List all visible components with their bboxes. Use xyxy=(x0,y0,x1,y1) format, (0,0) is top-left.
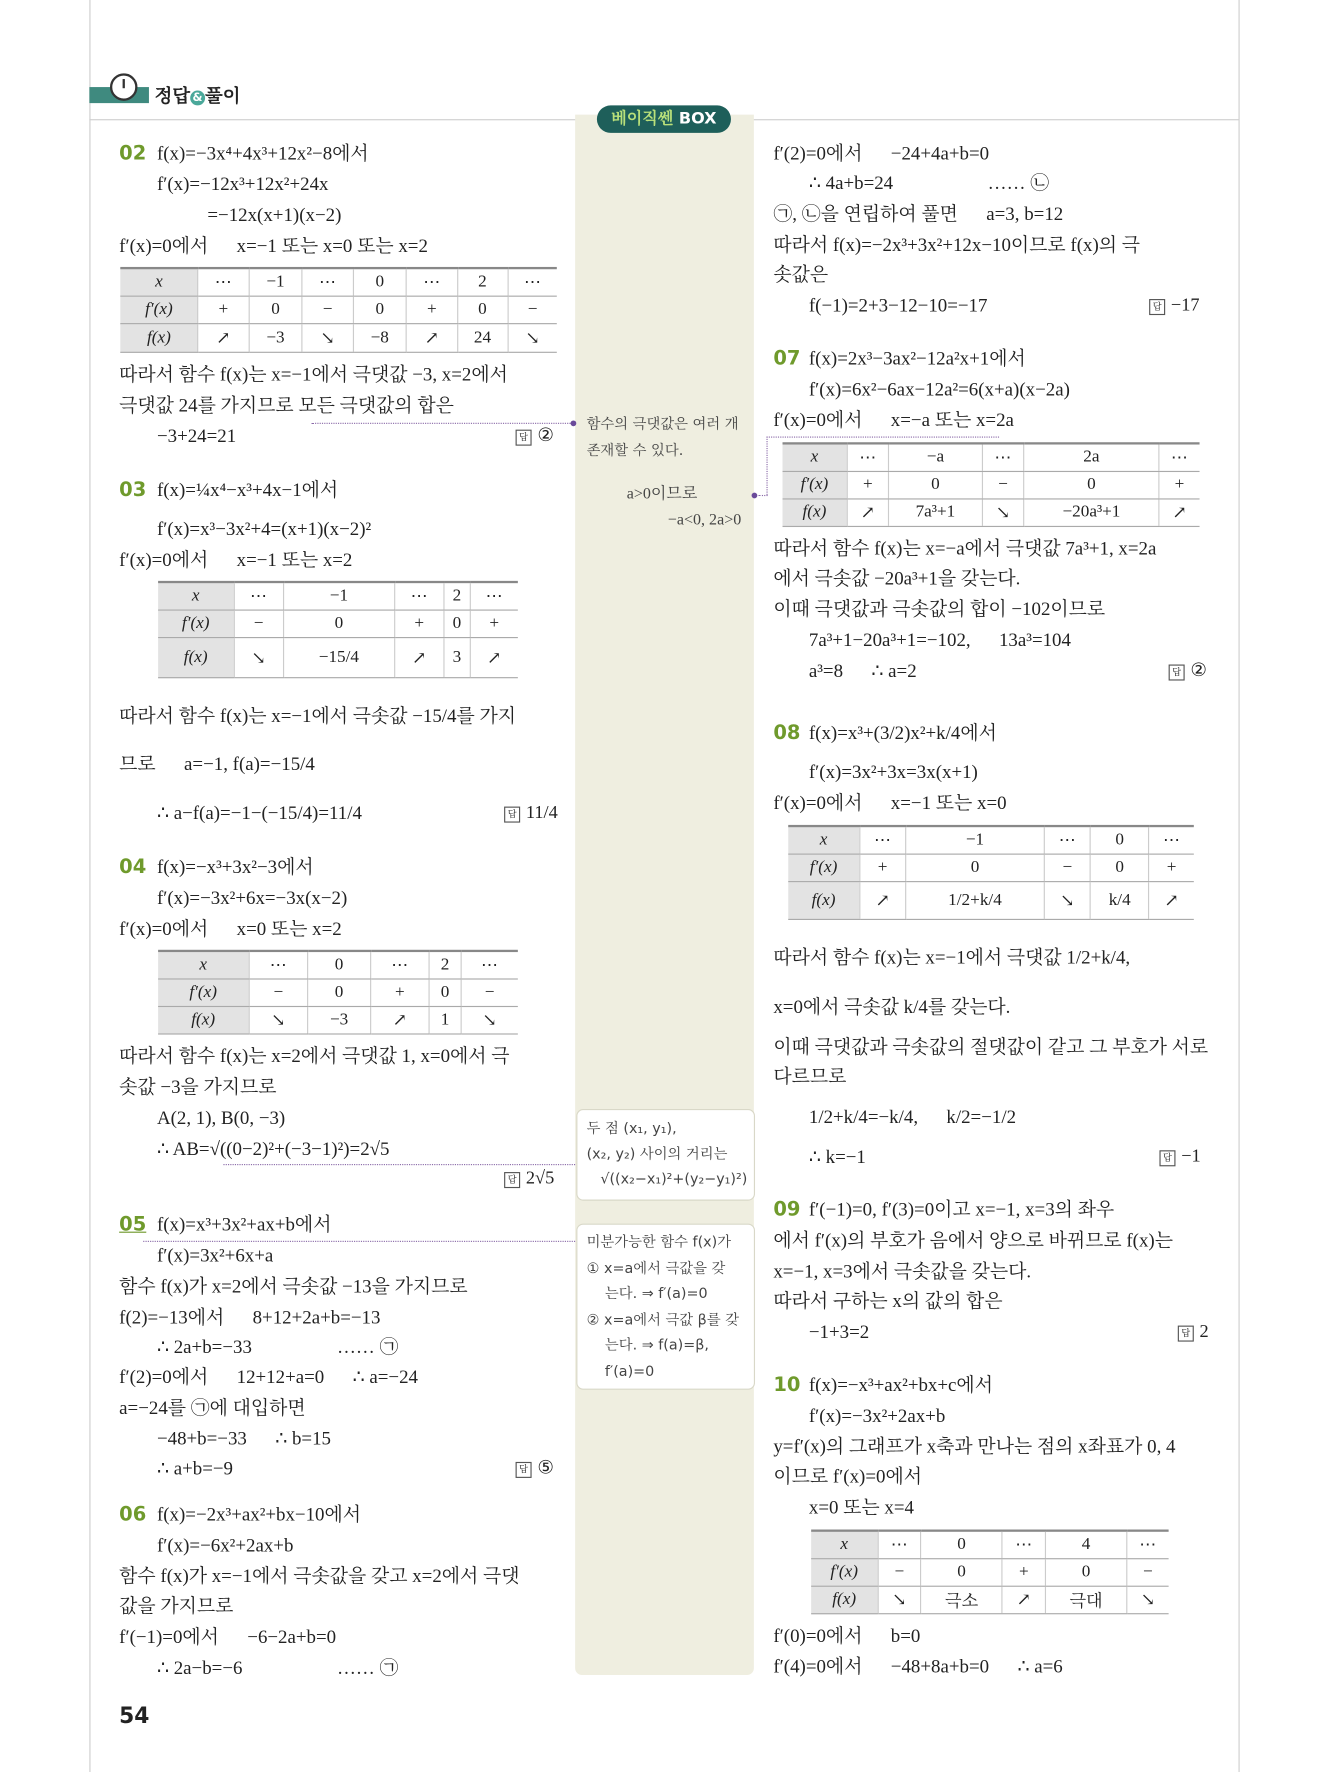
table-cell: −20a³+1 xyxy=(1024,499,1159,526)
solution-line: ∴ k=−1 xyxy=(808,1145,866,1168)
note-extremum: 미분가능한 함수 f(x)가 ① x=a에서 극값을 갖 는다. ⇒ f′(a)=0 ② x=a에서 극값 β를 갖 는다. ⇒ f(a)=β, f′(a)=0 xyxy=(586,1232,740,1379)
table-cell: ⋯ xyxy=(847,443,889,471)
note-local-max: 함수의 극댓값은 여러 개 존재할 수 있다. xyxy=(586,414,739,459)
solution-line: f′(x)=6x²−6ax−12a²=6(x+a)(x−2a) xyxy=(808,378,1070,400)
sign-table-row xyxy=(811,1531,1168,1559)
solution-line: 따라서 함수 f(x)는 x=−a에서 극댓값 7a³+1, x=2a xyxy=(773,537,1157,560)
solution-line: 값을 가지므로 xyxy=(119,1594,234,1617)
solution-line: f(x)=−2x³+ax²+bx−10에서 xyxy=(156,1503,362,1525)
solution-line: f′(x)=0에서 x=−1 또는 x=0 또는 x=2 xyxy=(119,234,428,257)
row-header: f′(x) xyxy=(120,296,198,323)
table-cell: + xyxy=(1149,854,1194,881)
answer: 답 −1 xyxy=(1159,1146,1200,1169)
table-cell: − xyxy=(1127,1559,1169,1586)
solution-line: −1+3=2 xyxy=(808,1320,870,1343)
sign-table xyxy=(120,267,557,353)
connector-line xyxy=(766,437,999,438)
table-cell: −1 xyxy=(283,582,394,610)
note-distance: 두 점 (x₁, y₁), (x₂, y₂) 사이의 거리는 √((x₂−x₁)²+(y₂−y₁)²) xyxy=(586,1119,748,1187)
solution-line: f(x)=x³+3x²+ax+b에서 xyxy=(156,1213,332,1236)
sign-table-row xyxy=(811,1586,1168,1613)
sign-table xyxy=(158,950,518,1035)
row-header: x xyxy=(120,268,198,296)
sign-table-row xyxy=(158,610,518,637)
table-cell: ↘ xyxy=(249,1006,308,1033)
solution-line: x=0에서 극솟값 k/4를 갖는다. xyxy=(773,995,1011,1018)
solution-line: f(x)=−3x⁴+4x³+12x²−8에서 xyxy=(156,142,369,164)
solution-line: −48+b=−33 ∴ b=15 xyxy=(156,1427,331,1450)
problem-number: 10 xyxy=(773,1373,801,1397)
table-cell: + xyxy=(470,610,518,637)
solution-line: f′(0)=0에서 b=0 xyxy=(773,1624,921,1647)
table-cell: ↘ xyxy=(234,638,283,678)
table-cell: ⋯ xyxy=(1159,443,1200,471)
row-header: f′(x) xyxy=(788,854,859,881)
sign-table-row xyxy=(158,638,518,678)
table-cell: + xyxy=(1159,471,1200,498)
sign-table-row xyxy=(811,1559,1168,1586)
table-cell: 0 xyxy=(1090,854,1148,881)
table-cell: ↗ xyxy=(407,324,458,353)
table-cell: ⋯ xyxy=(302,268,353,296)
answer: 답 ② xyxy=(1169,660,1207,683)
table-cell: ↘ xyxy=(982,499,1024,526)
connector-line xyxy=(143,1241,575,1242)
problem-number: 04 xyxy=(119,855,147,879)
solution-line: f(x)=x³+(3/2)x²+k/4에서 xyxy=(808,721,997,744)
row-header: f(x) xyxy=(788,882,859,920)
solution-line: f(x)=−x³+3x²−3에서 xyxy=(156,855,314,878)
table-cell: + xyxy=(847,471,889,498)
solution-line: 따라서 함수 f(x)는 x=−1에서 극솟값 −15/4를 가지 xyxy=(119,704,517,727)
table-cell: 1 xyxy=(429,1006,460,1033)
table-cell: ⋯ xyxy=(982,443,1024,471)
solution-line: f′(x)=0에서 x=−a 또는 x=2a xyxy=(773,409,1014,431)
solution-line: ∴ a+b=−9 xyxy=(156,1457,234,1480)
solution-line: f′(x)=3x²+6x+a xyxy=(156,1244,274,1266)
row-header: f(x) xyxy=(158,1006,249,1033)
table-cell: ⋯ xyxy=(370,951,429,979)
answer-icon: 답 xyxy=(516,430,532,446)
solution-line: y=f′(x)의 그래프가 x축과 만나는 점의 x좌표가 0, 4 xyxy=(773,1435,1176,1458)
sign-table-row xyxy=(783,499,1200,526)
row-header: x xyxy=(788,826,859,854)
solution-line: f′(2)=0에서 −24+4a+b=0 xyxy=(773,142,990,164)
table-cell: + xyxy=(407,296,458,323)
table-cell: 0 xyxy=(308,979,371,1006)
table-cell: 0 xyxy=(444,610,470,637)
sign-table xyxy=(811,1530,1168,1615)
solution-line: ∴ 2a+b=−33 …… ㉠ xyxy=(156,1335,399,1358)
solution-line: f′(x)=3x²+3x=3x(x+1) xyxy=(808,760,978,783)
connector-dot xyxy=(571,420,577,426)
solution-line: f(x)=−x³+ax²+bx+c에서 xyxy=(808,1373,993,1396)
solution-line: f(x)=¼x⁴−x³+4x−1에서 xyxy=(156,478,339,501)
table-cell: ↘ xyxy=(1044,882,1090,920)
row-header: f′(x) xyxy=(158,610,234,637)
table-cell: 2a xyxy=(1024,443,1159,471)
sign-table-row xyxy=(788,882,1194,920)
solution-line: ∴ AB=√((0−2)²+(−3−1)²)=2√5 xyxy=(156,1137,390,1160)
row-header: f′(x) xyxy=(811,1559,878,1586)
table-cell: + xyxy=(370,979,429,1006)
solution-line: f′(x)=x³−3x²+4=(x+1)(x−2)² xyxy=(156,517,372,540)
solution-line: 솟값 −3을 가지므로 xyxy=(119,1075,277,1098)
table-cell: − xyxy=(302,296,353,323)
table-cell: + xyxy=(859,854,905,881)
answer: 답 11/4 xyxy=(504,802,558,825)
table-cell: − xyxy=(508,296,557,323)
solution-line: f′(x)=−12x³+12x²+24x xyxy=(156,173,329,195)
answer-icon: 답 xyxy=(504,807,520,823)
table-cell: 0 xyxy=(1045,1559,1126,1586)
connector-line xyxy=(758,495,767,496)
table-cell: 0 xyxy=(906,854,1044,881)
solution-line: −3+24=21 xyxy=(156,425,237,447)
table-cell: ⋯ xyxy=(407,268,458,296)
solution-line: 따라서 구하는 x의 값의 합은 xyxy=(773,1290,1003,1312)
table-cell: ⋯ xyxy=(508,268,557,296)
table-cell: ↘ xyxy=(461,1006,518,1033)
solution-line: A(2, 1), B(0, −3) xyxy=(156,1106,286,1129)
table-cell: −a xyxy=(889,443,982,471)
basic-box-label: 베이직쎈 BOX xyxy=(597,105,731,132)
table-cell: ↘ xyxy=(878,1586,921,1613)
solution-line: 에서 f′(x)의 부호가 음에서 양으로 바뀌므로 f(x)는 xyxy=(773,1229,1173,1252)
table-cell: 0 xyxy=(429,979,460,1006)
table-cell: ↗ xyxy=(847,499,889,526)
solution-line: 므로 a=−1, f(a)=−15/4 xyxy=(119,752,315,775)
answer-icon: 답 xyxy=(516,1462,532,1478)
table-cell: 0 xyxy=(353,296,407,323)
sign-table-row xyxy=(120,268,557,296)
answer: 답 ② xyxy=(516,425,554,448)
solution-line: ∴ a−f(a)=−1−(−15/4)=11/4 xyxy=(156,801,362,824)
table-cell: − xyxy=(249,979,308,1006)
table-cell: ⋯ xyxy=(395,582,444,610)
table-cell: −3 xyxy=(308,1006,371,1033)
table-cell: ↗ xyxy=(1149,882,1194,920)
answer: 답 2√5 xyxy=(504,1167,554,1190)
solution-line: x=−1, x=3에서 극솟값을 갖는다. xyxy=(773,1260,1032,1283)
table-cell: − xyxy=(461,979,518,1006)
row-header: x xyxy=(811,1531,878,1559)
answer-icon: 답 xyxy=(504,1172,520,1188)
table-cell: ⋯ xyxy=(1127,1531,1169,1559)
row-header: x xyxy=(158,951,249,979)
sign-table-row xyxy=(783,471,1200,498)
table-cell: 0 xyxy=(921,1531,1002,1559)
solution-line: 따라서 함수 f(x)는 x=−1에서 극댓값 −3, x=2에서 xyxy=(119,363,508,385)
table-cell: + xyxy=(1002,1559,1045,1586)
sign-table xyxy=(783,442,1200,527)
row-header: f(x) xyxy=(120,324,198,353)
solution-line: 함수 f(x)가 x=−1에서 극솟값을 갖고 x=2에서 극댓 xyxy=(119,1565,520,1587)
table-cell: k/4 xyxy=(1090,882,1148,920)
table-cell: 4 xyxy=(1045,1531,1126,1559)
table-cell: − xyxy=(234,610,283,637)
table-cell: ⋯ xyxy=(1149,826,1194,854)
table-cell: ↘ xyxy=(302,324,353,353)
sign-table xyxy=(788,825,1194,920)
solution-line: 이므로 f′(x)=0에서 xyxy=(773,1465,922,1488)
table-cell: 0 xyxy=(353,268,407,296)
solution-line: 솟값은 xyxy=(773,263,829,286)
solution-line: 이때 극댓값과 극솟값의 절댓값이 같고 그 부호가 서로 xyxy=(773,1035,1209,1058)
note-a-positive: a>0이므로 −a<0, 2a>0 xyxy=(626,485,742,530)
solution-line: ∴ 4a+b=24 …… ㉡ xyxy=(808,171,1050,194)
connector-line xyxy=(312,423,573,424)
table-cell: ⋯ xyxy=(198,268,249,296)
table-cell: 0 xyxy=(1024,471,1159,498)
table-cell: ⋯ xyxy=(1002,1531,1045,1559)
row-header: f(x) xyxy=(811,1586,878,1613)
table-cell: ⋯ xyxy=(234,582,283,610)
table-cell: 1/2+k/4 xyxy=(906,882,1044,920)
problem-number: 05 xyxy=(119,1213,147,1237)
solution-line: f′(2)=0에서 12+12+a=0 ∴ a=−24 xyxy=(119,1365,418,1388)
solution-line: 7a³+1−20a³+1=−102, 13a³=104 xyxy=(808,628,1071,651)
row-header: f′(x) xyxy=(783,471,847,498)
sign-table-row xyxy=(788,826,1194,854)
table-cell: 2 xyxy=(457,268,508,296)
solution-line: 다르므로 xyxy=(773,1065,847,1088)
table-cell: −1 xyxy=(249,268,303,296)
problem-number: 07 xyxy=(773,347,801,371)
table-cell: −15/4 xyxy=(283,638,394,678)
table-cell: −3 xyxy=(249,324,303,353)
answer-icon: 답 xyxy=(1178,1326,1194,1342)
table-cell: ⋯ xyxy=(249,951,308,979)
table-cell: − xyxy=(1044,854,1090,881)
table-cell: 3 xyxy=(444,638,470,678)
solution-line: f(2)=−13에서 8+12+2a+b=−13 xyxy=(119,1306,381,1328)
sign-table-row xyxy=(158,951,518,979)
connector-line xyxy=(766,437,767,495)
table-cell: ↘ xyxy=(1127,1586,1169,1613)
table-cell: 0 xyxy=(889,471,982,498)
sign-table-row xyxy=(158,582,518,610)
page-border-left xyxy=(89,0,90,1772)
solution-line: 에서 극솟값 −20a³+1을 갖는다. xyxy=(773,567,1021,589)
table-cell: ↗ xyxy=(1002,1586,1045,1613)
table-cell: ↗ xyxy=(1159,499,1200,526)
solution-line: 따라서 f(x)=−2x³+3x²+12x−10이므로 f(x)의 극 xyxy=(773,233,1141,256)
answer-icon: 답 xyxy=(1159,1150,1175,1166)
solution-line: f′(−1)=0, f′(3)=0이고 x=−1, x=3의 좌우 xyxy=(808,1198,1115,1221)
sign-table-row xyxy=(158,1006,518,1033)
row-header: x xyxy=(783,443,847,471)
answer-icon: 답 xyxy=(1149,299,1165,315)
solution-line: f(−1)=2+3−12−10=−17 xyxy=(808,294,988,317)
table-cell: 0 xyxy=(921,1559,1002,1586)
table-cell: ⋯ xyxy=(859,826,905,854)
table-cell: 24 xyxy=(457,324,508,353)
solution-line: =−12x(x+1)(x−2) xyxy=(207,203,342,226)
table-cell: − xyxy=(982,471,1024,498)
table-cell: 극대 xyxy=(1045,1586,1126,1613)
table-cell: 0 xyxy=(1090,826,1148,854)
table-cell: ⋯ xyxy=(1044,826,1090,854)
connector-dot xyxy=(752,493,758,499)
clock-icon xyxy=(110,73,137,100)
sign-table-row xyxy=(120,324,557,353)
solution-line: f(x)=2x³−3ax²−12a²x+1에서 xyxy=(808,347,1026,369)
page-border-right xyxy=(1239,0,1240,1772)
solution-line: 이때 극댓값과 극솟값의 합이 −102이므로 xyxy=(773,598,1106,620)
page-number: 54 xyxy=(119,1703,150,1729)
table-cell: ↗ xyxy=(859,882,905,920)
sign-table-row xyxy=(120,296,557,323)
table-cell: ⋯ xyxy=(878,1531,921,1559)
table-cell: − xyxy=(878,1559,921,1586)
solution-line: f′(x)=0에서 x=0 또는 x=2 xyxy=(119,917,342,940)
table-cell: 0 xyxy=(308,951,371,979)
solution-line: 극댓값 24를 가지므로 모든 극댓값의 합은 xyxy=(119,394,454,416)
answer-icon: 답 xyxy=(1169,665,1185,681)
solution-line: 1/2+k/4=−k/4, k/2=−1/2 xyxy=(808,1105,1017,1128)
table-cell: 극소 xyxy=(921,1586,1002,1613)
answer: 답 −17 xyxy=(1149,294,1199,317)
problem-number: 08 xyxy=(773,721,801,745)
row-header: x xyxy=(158,582,234,610)
problem-number: 03 xyxy=(119,478,147,502)
table-cell: ⋯ xyxy=(470,582,518,610)
table-cell: 7a³+1 xyxy=(889,499,982,526)
table-cell: 2 xyxy=(444,582,470,610)
table-cell: + xyxy=(198,296,249,323)
table-cell: ↘ xyxy=(508,324,557,353)
table-cell: + xyxy=(395,610,444,637)
solution-line: f′(x)=0에서 x=−1 또는 x=2 xyxy=(119,548,353,571)
solution-line: 따라서 함수 f(x)는 x=2에서 극댓값 1, x=0에서 극 xyxy=(119,1044,510,1067)
table-cell: 0 xyxy=(249,296,303,323)
table-cell: ⋯ xyxy=(461,951,518,979)
row-header: f(x) xyxy=(158,638,234,678)
problem-number: 02 xyxy=(119,142,147,165)
solution-line: f′(x)=−3x²+2ax+b xyxy=(808,1404,946,1427)
solution-line: 따라서 함수 f(x)는 x=−1에서 극댓값 1/2+k/4, xyxy=(773,946,1131,969)
sign-table-row xyxy=(158,979,518,1006)
solution-line: f′(−1)=0에서 −6−2a+b=0 xyxy=(119,1625,337,1648)
table-cell: −8 xyxy=(353,324,407,353)
table-cell: ↗ xyxy=(198,324,249,353)
basic-box-panel xyxy=(575,115,754,1675)
solution-line: f′(x)=0에서 x=−1 또는 x=0 xyxy=(773,791,1007,814)
solution-line: f′(4)=0에서 −48+8a+b=0 ∴ a=6 xyxy=(773,1655,1063,1678)
table-cell: ↗ xyxy=(370,1006,429,1033)
answer: 답 ⑤ xyxy=(516,1457,554,1480)
connector-line xyxy=(223,1164,575,1165)
problem-number: 09 xyxy=(773,1198,801,1222)
answer: 답 2 xyxy=(1178,1321,1209,1344)
problem-number: 06 xyxy=(119,1503,147,1527)
table-cell: −1 xyxy=(906,826,1044,854)
table-cell: ↗ xyxy=(470,638,518,678)
solution-line: 함수 f(x)가 x=2에서 극솟값 −13을 가지므로 xyxy=(119,1275,468,1297)
sign-table-row xyxy=(783,443,1200,471)
table-cell: ↗ xyxy=(395,638,444,678)
table-cell: 0 xyxy=(283,610,394,637)
solution-line: a=−24를 ㉠에 대입하면 xyxy=(119,1396,306,1419)
row-header: f(x) xyxy=(783,499,847,526)
solution-line: ∴ 2a−b=−6 …… ㉠ xyxy=(156,1656,399,1679)
sign-table xyxy=(158,581,518,678)
solution-line: f′(x)=−3x²+6x=−3x(x−2) xyxy=(156,886,348,909)
table-cell: 0 xyxy=(457,296,508,323)
solution-line: ㉠, ㉡을 연립하여 풀면 a=3, b=12 xyxy=(773,202,1064,225)
solution-line: x=0 또는 x=4 xyxy=(808,1496,914,1519)
row-header: f′(x) xyxy=(158,979,249,1006)
solution-line: a³=8 ∴ a=2 xyxy=(808,659,917,682)
solution-line: f′(x)=−6x²+2ax+b xyxy=(156,1534,294,1556)
table-cell: 2 xyxy=(429,951,460,979)
sign-table-row xyxy=(788,854,1194,881)
section-title: 정답 & 풀이 xyxy=(154,84,241,107)
